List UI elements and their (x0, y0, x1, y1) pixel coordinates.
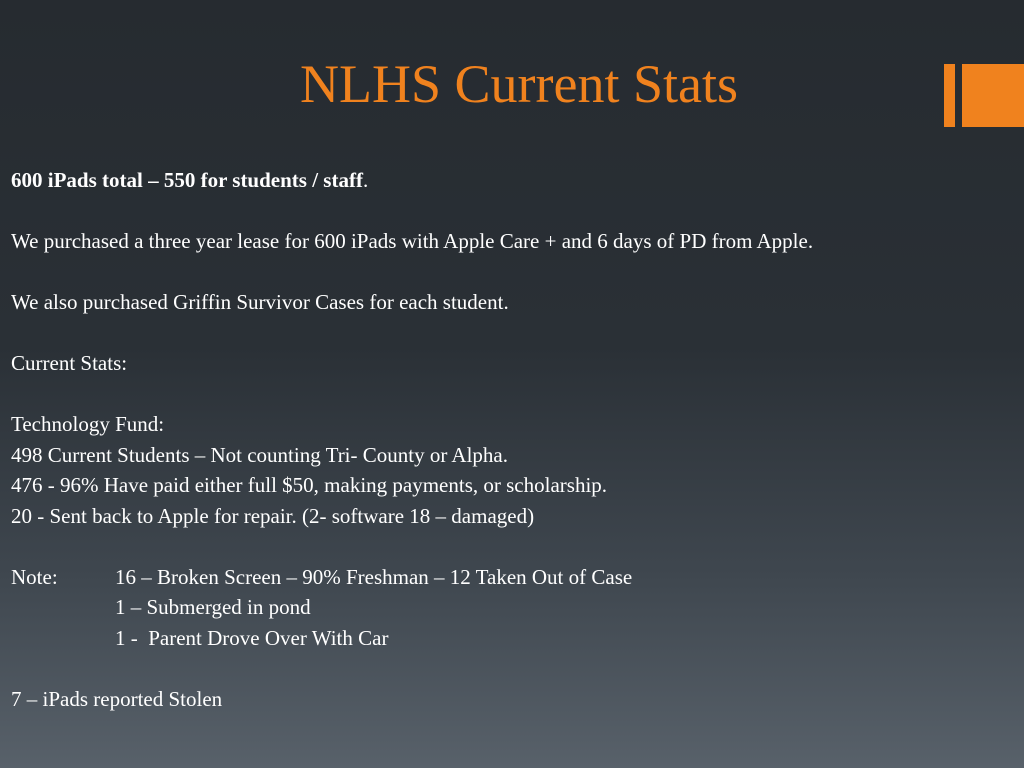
note-item: 1 – Submerged in pond (115, 595, 311, 619)
lease-line: We purchased a three year lease for 600 iPads with Apple Care + and 6 days of PD from Apple. (11, 229, 814, 253)
note-row (11, 592, 1016, 623)
note-label: Note: (11, 564, 58, 589)
tech-fund-heading: Technology Fund: (11, 412, 165, 436)
note-item: 1 - Parent Drove Over With Car (115, 625, 389, 650)
spacer (11, 653, 1016, 684)
stolen-line: 7 – iPads reported Stolen (11, 686, 223, 711)
spacer (11, 379, 1016, 410)
decorative-bar-thin (944, 64, 955, 127)
slide-title: NLHS Current Stats (300, 54, 738, 114)
spacer (11, 318, 1016, 349)
decorative-bar-thick (962, 64, 1024, 127)
note-item: 16 – Broken Screen – 90% Freshman – 12 Taken Out of Case (115, 564, 633, 589)
ipads-total-period: . (362, 168, 369, 192)
note-row (11, 562, 1016, 593)
ipads-total-line (11, 165, 1016, 196)
note-indent (11, 623, 115, 654)
tech-fund-item: 20 - Sent back to Apple for repair. (2- software 18 – damaged) (11, 503, 535, 528)
tech-fund-item: 476 - 96% Have paid either full $50, making payments, or scholarship. (11, 473, 608, 497)
cases-line: We also purchased Griffin Survivor Cases for each student. (11, 290, 509, 314)
spacer (11, 257, 1016, 288)
note-indent (11, 592, 115, 623)
ipads-total-text: 600 iPads total – 550 for students / staff (11, 168, 363, 192)
spacer (11, 531, 1016, 562)
note-row (11, 623, 1016, 654)
spacer (11, 196, 1016, 227)
current-stats-heading: Current Stats: (11, 351, 128, 375)
tech-fund-item: 498 Current Students – Not counting Tri- County or Alpha. (11, 442, 509, 467)
slide-body (11, 165, 1016, 714)
